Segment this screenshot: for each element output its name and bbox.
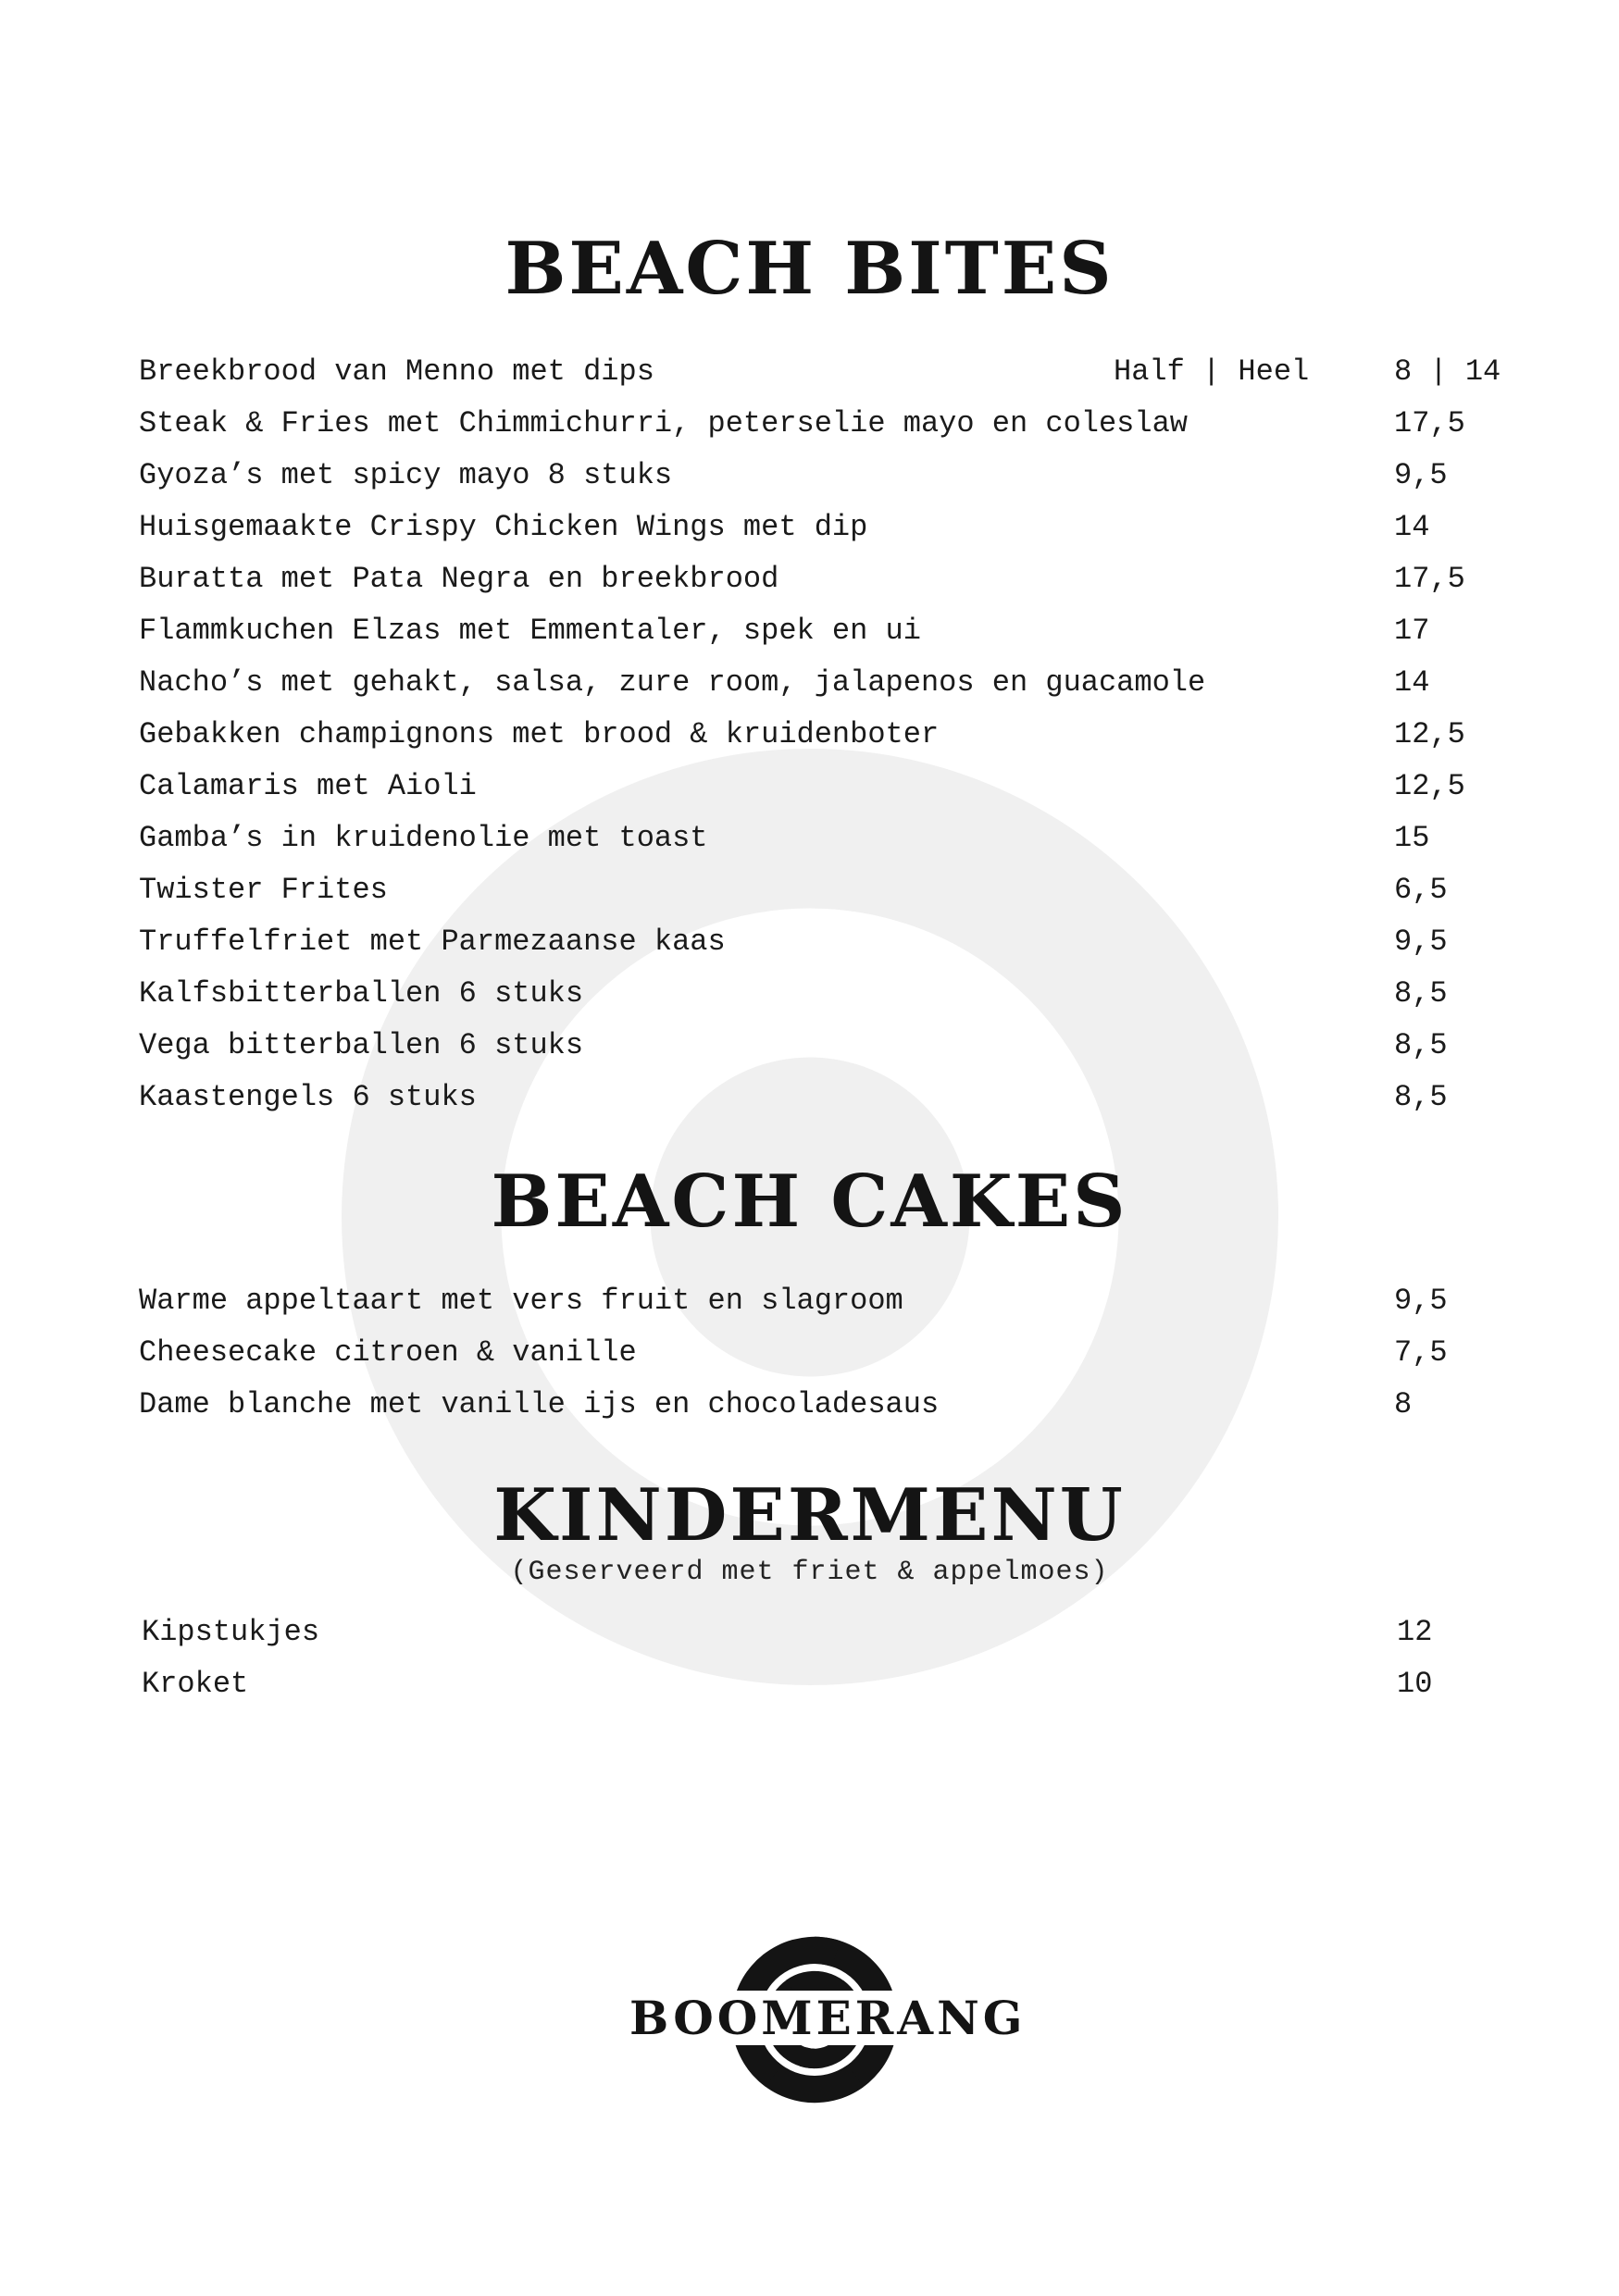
menu-item-name: Breekbrood van Menno met dips bbox=[139, 354, 654, 389]
menu-item bbox=[0, 657, 1619, 709]
boomerang-logo bbox=[620, 1930, 1027, 2110]
menu-item-price: 6,5 bbox=[1394, 873, 1448, 907]
menu-item-price: 8,5 bbox=[1394, 1028, 1448, 1062]
menu-item bbox=[0, 968, 1619, 1020]
menu-item-name: Kalfsbitterballen 6 stuks bbox=[139, 976, 584, 1011]
menu-item-name: Gamba’s in kruidenolie met toast bbox=[139, 821, 708, 855]
menu-item-name: Calamaris met Aioli bbox=[139, 769, 477, 803]
menu-item bbox=[0, 813, 1619, 864]
menu-item-name: Flammkuchen Elzas met Emmentaler, spek en ui bbox=[139, 614, 921, 648]
menu-item-price: 8,5 bbox=[1394, 976, 1448, 1011]
menu-item-name: Kipstukjes bbox=[142, 1615, 320, 1649]
menu-item-price: 12,5 bbox=[1394, 769, 1465, 803]
menu-item-price: 14 bbox=[1394, 510, 1430, 544]
menu-item bbox=[0, 1275, 1619, 1327]
section-title-beach-bites: BEACH BITES bbox=[504, 227, 1115, 311]
menu-item bbox=[0, 398, 1619, 450]
menu-item bbox=[0, 502, 1619, 553]
menu-item bbox=[0, 864, 1619, 916]
menu-item bbox=[0, 553, 1619, 605]
menu-item-price: 9,5 bbox=[1394, 1284, 1448, 1318]
menu-item-price: 12,5 bbox=[1394, 717, 1465, 751]
menu-item-price: 9,5 bbox=[1394, 458, 1448, 492]
logo-wordmark-text: BOOMERANG bbox=[620, 1991, 1036, 2045]
menu-item-name: Truffelfriet met Parmezaanse kaas bbox=[139, 925, 726, 959]
menu-item-name: Kaastengels 6 stuks bbox=[139, 1080, 477, 1114]
menu-item-name: Kroket bbox=[142, 1667, 249, 1701]
menu-item bbox=[0, 1607, 1619, 1658]
menu-item-name: Steak & Fries met Chimmichurri, peterselie mayo en coleslaw bbox=[139, 406, 1188, 441]
menu-item-name: Vega bitterballen 6 stuks bbox=[139, 1028, 584, 1062]
menu-item-name: Dame blanche met vanille ijs en chocoladesaus bbox=[139, 1387, 940, 1421]
logo-wordmark bbox=[620, 1991, 1027, 2045]
menu-item-size-options: Half | Heel bbox=[1114, 354, 1310, 389]
menu-item bbox=[0, 346, 1619, 398]
menu-item-name: Cheesecake citroen & vanille bbox=[139, 1335, 637, 1370]
menu-item-price: 14 bbox=[1394, 665, 1430, 700]
menu-item bbox=[0, 605, 1619, 657]
menu-item bbox=[0, 1327, 1619, 1379]
menu-item-price: 17,5 bbox=[1394, 562, 1465, 596]
menu-item bbox=[0, 916, 1619, 968]
menu-item-price: 15 bbox=[1394, 821, 1430, 855]
menu-item-name: Nacho’s met gehakt, salsa, zure room, jalapenos en guacamole bbox=[139, 665, 1206, 700]
menu-item-price: 8,5 bbox=[1394, 1080, 1448, 1114]
menu-item-name: Buratta met Pata Negra en breekbrood bbox=[139, 562, 779, 596]
menu-item-price: 8 bbox=[1394, 1387, 1413, 1421]
menu-item-name: Warme appeltaart met vers fruit en slagroom bbox=[139, 1284, 903, 1318]
menu-item-price: 17 bbox=[1394, 614, 1430, 648]
menu-item bbox=[0, 1658, 1619, 1710]
menu-item-price: 9,5 bbox=[1394, 925, 1448, 959]
menu-item-name: Gyoza’s met spicy mayo 8 stuks bbox=[139, 458, 673, 492]
menu-item bbox=[0, 1020, 1619, 1072]
menu-item-price: 12 bbox=[1397, 1615, 1433, 1649]
menu-item bbox=[0, 709, 1619, 761]
menu-item bbox=[0, 1379, 1619, 1431]
menu-item-price: 10 bbox=[1397, 1667, 1433, 1701]
menu-item bbox=[0, 450, 1619, 502]
section-subtitle-kindermenu: (Geserveerd met friet & appelmoes) bbox=[510, 1557, 1109, 1588]
menu-item-name: Huisgemaakte Crispy Chicken Wings met dip bbox=[139, 510, 868, 544]
menu-item-name: Gebakken champignons met brood & kruidenboter bbox=[139, 717, 940, 751]
menu-item-price: 8 | 14 bbox=[1394, 354, 1501, 389]
menu-item-price: 17,5 bbox=[1394, 406, 1465, 441]
menu-item bbox=[0, 1072, 1619, 1123]
menu-item bbox=[0, 761, 1619, 813]
menu-item-price: 7,5 bbox=[1394, 1335, 1448, 1370]
section-title-kindermenu: KINDERMENU bbox=[493, 1473, 1126, 1558]
menu-item-name: Twister Frites bbox=[139, 873, 388, 907]
section-title-beach-cakes: BEACH CAKES bbox=[491, 1160, 1128, 1244]
